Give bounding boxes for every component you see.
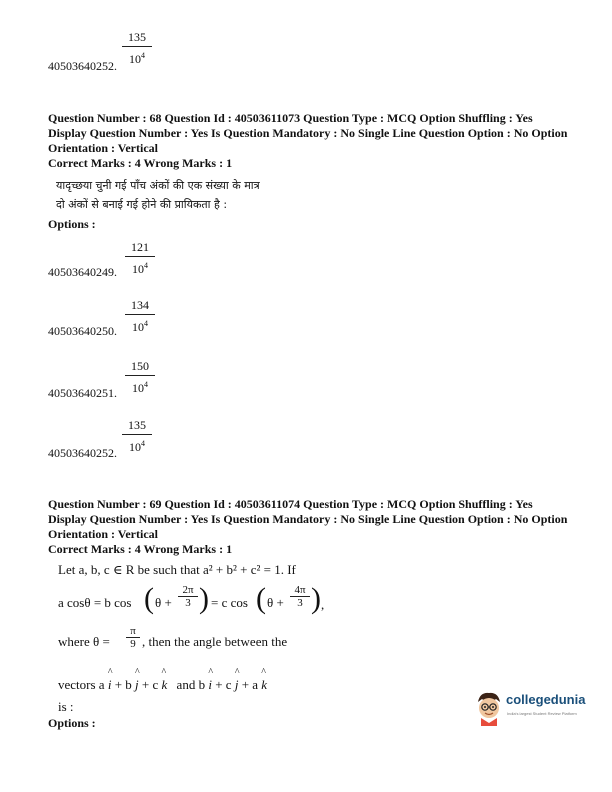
unit-vector-j: ^ j — [135, 677, 139, 693]
eq-end: , — [321, 597, 325, 612]
where-frac: π 9 — [126, 625, 140, 650]
q68-text-line2: दो अंकों से बनाई गई होने की प्रायिकता है : — [56, 198, 228, 211]
eq-frac1: 2π 3 — [178, 584, 198, 609]
eq-left: a cosθ = b cos — [58, 595, 132, 610]
logo-wordmark: collegedunia — [506, 692, 586, 707]
eq-paren2-open: ( — [256, 582, 266, 615]
fraction-numerator: 135 — [122, 30, 152, 47]
unit-vector-k: ^ k — [162, 677, 168, 693]
eq-mid: = c cos — [211, 595, 248, 610]
q68-meta — [48, 111, 588, 171]
q68-meta-line2: Display Question Number : Yes Is Question Mandatory : No Single Line Question Option : No Option — [48, 126, 568, 140]
q68-option-4-id: 40503640252. — [48, 446, 117, 460]
top-option-id: 40503640252. — [48, 59, 117, 73]
eq-frac2: 4π 3 — [290, 584, 310, 609]
q69-options-label: Options : — [48, 716, 96, 730]
unit-vector-k: ^ k — [261, 677, 267, 693]
q69-marks: Correct Marks : 4 Wrong Marks : 1 — [48, 542, 233, 556]
q68-option-2-fraction: $\frac{134}{10^4}$ — [125, 298, 155, 334]
eq-paren1-term: θ + — [155, 595, 172, 610]
eq-paren1-open: ( — [144, 582, 154, 615]
logo-tagline: India's largest Student Review Platform — [507, 711, 577, 716]
q68-meta-line1: Question Number : 68 Question Id : 40503611073 Question Type : MCQ Option Shuffling : Yes — [48, 111, 533, 125]
q68-marks: Correct Marks : 4 Wrong Marks : 1 — [48, 156, 233, 170]
eq-paren2-close: ) — [311, 582, 321, 615]
q69-is: is : — [58, 699, 74, 714]
q69-vectors-line: vectors a ^ i + b ^ j + c ^ k and b ^ i + c ^ j + a ^ k — [58, 677, 267, 693]
q68-option-4-fraction: $\frac{135}{10^4}$ — [122, 418, 152, 454]
q68-text-line1: यादृच्छया चुनी गई पाँच अंकों की एक संख्या के मात्र — [56, 179, 260, 192]
q69-meta-line2: Display Question Number : Yes Is Question Mandatory : No Single Line Question Option : No Option — [48, 512, 568, 526]
q69-meta — [48, 497, 588, 557]
mascot-icon — [474, 690, 504, 726]
unit-vector-i: ^ i — [108, 677, 112, 693]
q68-option-1-id: 40503640249. — [48, 265, 117, 279]
top-option-fraction — [122, 30, 152, 66]
q68-option-2-id: 40503640250. — [48, 324, 117, 338]
eq-paren1-close: ) — [199, 582, 209, 615]
q68-options-label: Options : — [48, 217, 96, 231]
q68-option-3-fraction: $\frac{150}{10^4}$ — [125, 359, 155, 395]
q69-meta-line3: Orientation : Vertical — [48, 527, 158, 541]
q69-line1: Let a, b, c ∈ R be such that a² + b² + c² = 1. If — [58, 562, 296, 577]
eq-paren2-term: θ + — [267, 595, 284, 610]
q68-meta-line3: Orientation : Vertical — [48, 141, 158, 155]
q68-option-3-id: 40503640251. — [48, 386, 117, 400]
q69-meta-line1: Question Number : 69 Question Id : 40503611074 Question Type : MCQ Option Shuffling : Yes — [48, 497, 533, 511]
unit-vector-i: ^ i — [208, 677, 212, 693]
collegedunia-logo — [474, 690, 594, 730]
fraction-denominator: $10^4$ — [129, 51, 145, 66]
q68-question-text — [56, 176, 260, 214]
unit-vector-j: ^ j — [235, 677, 239, 693]
q68-option-1-fraction: $\frac{121}{10^4}$ — [125, 240, 155, 276]
